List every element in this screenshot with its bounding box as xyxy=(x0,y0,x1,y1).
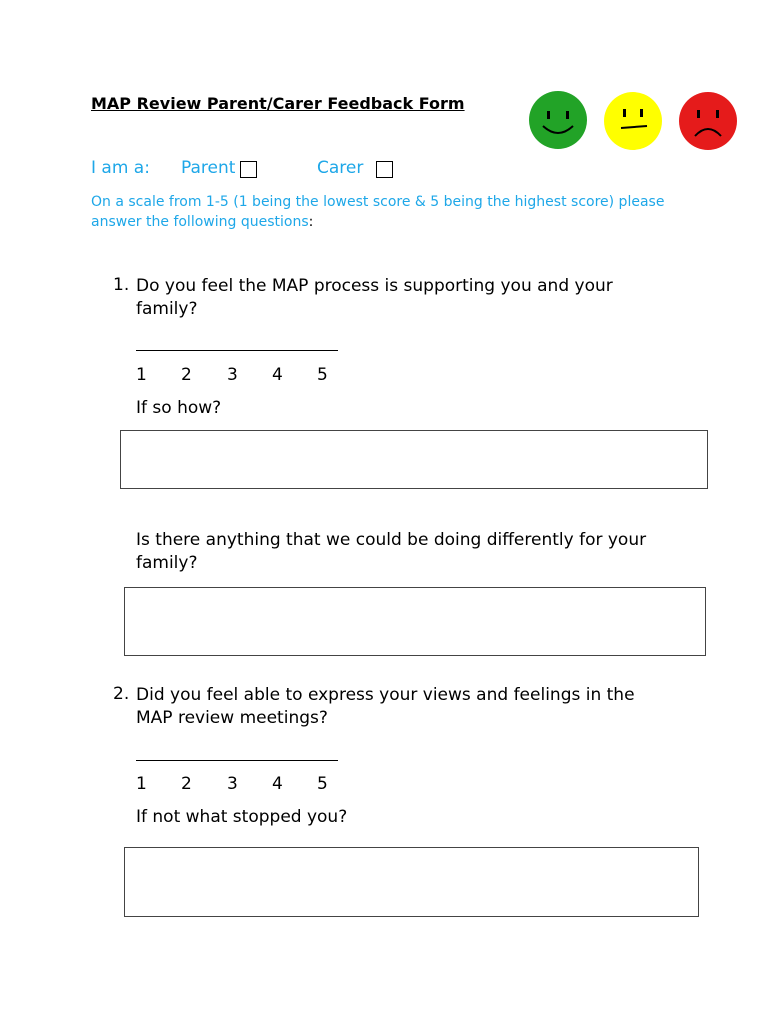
happy-face-icon xyxy=(528,90,588,150)
scale-option[interactable]: 3 xyxy=(227,365,238,385)
scale-option[interactable]: 1 xyxy=(136,774,147,794)
question-2-followup-answer-box[interactable] xyxy=(124,847,699,917)
scale-option[interactable]: 5 xyxy=(317,774,328,794)
question-1-second-answer-box[interactable] xyxy=(124,587,706,656)
question-1-second-question: Is there anything that we could be doing differently for your family? xyxy=(136,530,647,573)
question-2-scale xyxy=(136,774,336,796)
scale-option[interactable]: 3 xyxy=(227,774,238,794)
scale-option[interactable]: 1 xyxy=(136,365,147,385)
question-2-text: Did you feel able to express your views and feelings in the MAP review meetings? xyxy=(136,685,635,728)
question-1-text: Do you feel the MAP process is supporting you and your family? xyxy=(136,276,613,319)
question-1-scale xyxy=(136,365,336,387)
question-2-rating-line xyxy=(136,760,338,761)
scale-option[interactable]: 2 xyxy=(181,774,192,794)
respondent-label: I am a: xyxy=(91,158,150,178)
form-title: MAP Review Parent/Carer Feedback Form xyxy=(91,94,465,113)
carer-checkbox[interactable] xyxy=(376,161,393,178)
respondent-row xyxy=(91,158,411,182)
parent-label: Parent xyxy=(181,158,236,178)
instructions-text: On a scale from 1-5 (1 being the lowest score & 5 being the highest score) please answer the following questions xyxy=(91,194,665,230)
instructions-colon: : xyxy=(308,214,314,230)
question-1-rating-line xyxy=(136,350,338,351)
scale-option[interactable]: 4 xyxy=(272,774,283,794)
scale-option[interactable]: 4 xyxy=(272,365,283,385)
question-1-followup: If so how? xyxy=(136,398,222,418)
question-1-number: 1. xyxy=(113,275,130,295)
carer-label: Carer xyxy=(317,158,364,178)
scale-option[interactable]: 2 xyxy=(181,365,192,385)
question-2-number: 2. xyxy=(113,684,130,704)
instructions xyxy=(91,192,711,232)
scale-option[interactable]: 5 xyxy=(317,365,328,385)
neutral-face-icon xyxy=(603,91,663,151)
question-2-followup: If not what stopped you? xyxy=(136,807,348,827)
question-1-followup-answer-box[interactable] xyxy=(120,430,708,489)
sad-face-icon xyxy=(678,91,738,151)
parent-checkbox[interactable] xyxy=(240,161,257,178)
